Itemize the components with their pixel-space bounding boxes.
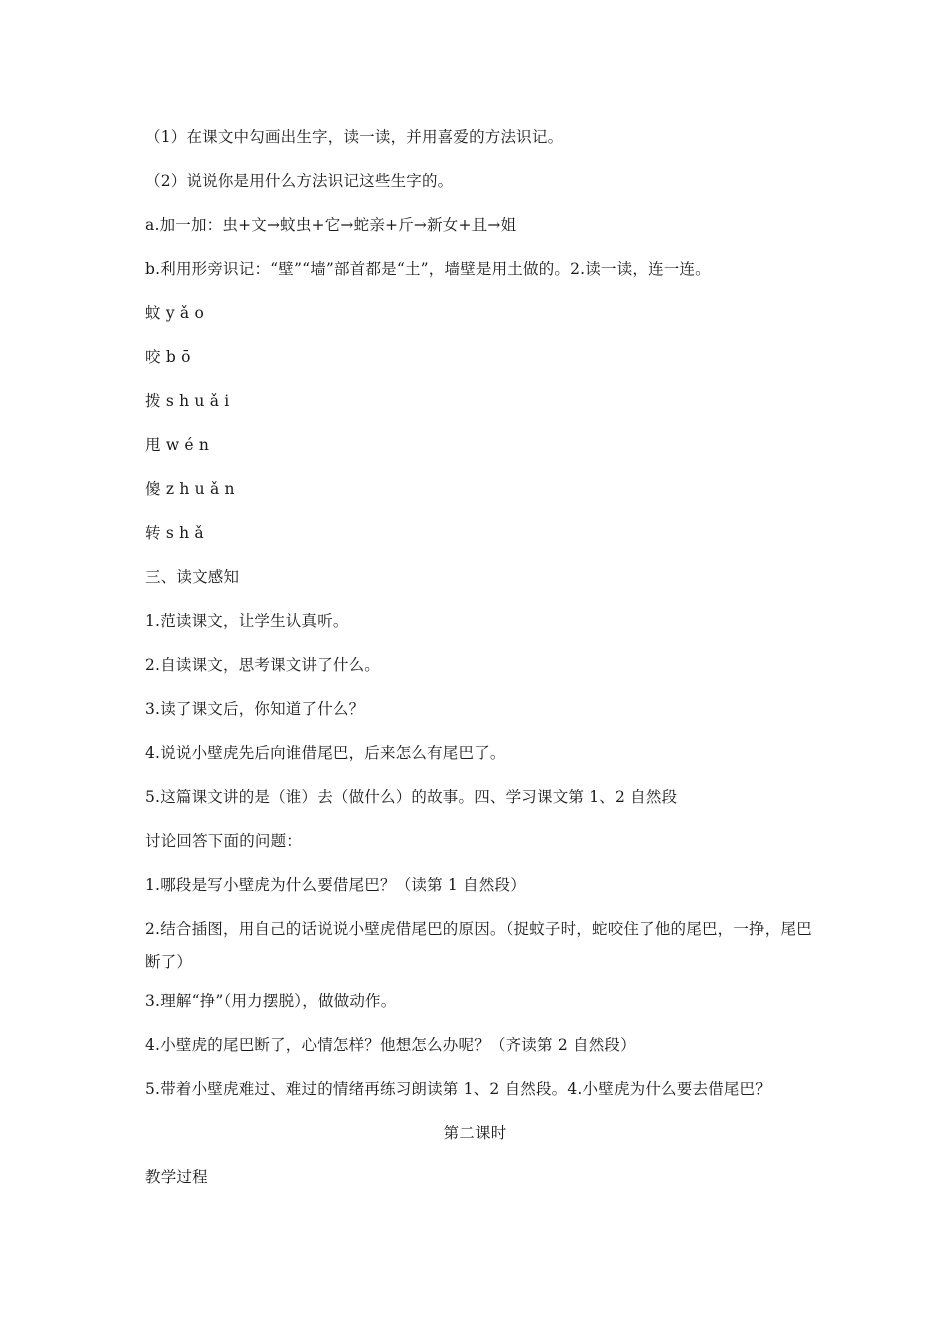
instruction-line-2: （2）说说你是用什么方法识记这些生字的。 bbox=[145, 172, 454, 190]
section-heading-3: 三、读文感知 bbox=[145, 568, 240, 586]
discussion-intro: 讨论回答下面的问题： bbox=[145, 832, 303, 850]
discussion-question-3: 3.理解“挣”（用力摆脱），做做动作。 bbox=[145, 992, 397, 1010]
pinyin-pair-6: 转 s h ǎ bbox=[145, 524, 204, 542]
pinyin-pair-1: 蚊 y ǎ o bbox=[145, 304, 205, 322]
teaching-process-heading: 教学过程 bbox=[145, 1168, 208, 1186]
pinyin-pair-5: 傻 z h u ǎ n bbox=[145, 480, 235, 498]
method-radical-line: b.利用形旁识记：“壁”“墙”部首都是“土”，墙壁是用土做的。2.读一读，连一连。 bbox=[145, 260, 711, 278]
reading-step-2: 2.自读课文，思考课文讲了什么。 bbox=[145, 656, 380, 674]
pinyin-pair-3: 拨 s h u ǎ i bbox=[145, 392, 230, 410]
instruction-line-1: （1）在课文中勾画出生字，读一读，并用喜爱的方法识记。 bbox=[145, 128, 564, 146]
reading-step-1: 1.范读课文，让学生认真听。 bbox=[145, 612, 349, 630]
discussion-question-2: 2.结合插图，用自己的话说说小壁虎借尾巴的原因。（捉蚊子时，蛇咬住了他的尾巴，一挣，尾巴断了） bbox=[145, 920, 812, 971]
reading-step-3: 3.读了课文后，你知道了什么？ bbox=[145, 700, 365, 718]
pinyin-pair-4: 甩 w é n bbox=[145, 436, 210, 454]
pinyin-pair-2: 咬 b ō bbox=[145, 348, 191, 366]
reading-step-5: 5.这篇课文讲的是（谁）去（做什么）的故事。四、学习课文第 1、2 自然段 bbox=[145, 788, 678, 806]
discussion-question-1: 1.哪段是写小壁虎为什么要借尾巴？（读第 1 自然段） bbox=[145, 876, 526, 894]
discussion-question-4: 4.小壁虎的尾巴断了，心情怎样？他想怎么办呢？（齐读第 2 自然段） bbox=[145, 1036, 636, 1054]
method-add-line: a.加一加：虫+文→蚊虫+它→蛇亲+斤→新女+且→姐 bbox=[145, 216, 517, 234]
lesson-two-heading: 第二课时 bbox=[443, 1124, 507, 1142]
discussion-question-5: 5.带着小壁虎难过、难过的情绪再练习朗读第 1、2 自然段。4.小壁虎为什么要去借尾巴？ bbox=[145, 1080, 771, 1098]
reading-step-4: 4.说说小壁虎先后向谁借尾巴，后来怎么有尾巴了。 bbox=[145, 744, 506, 762]
